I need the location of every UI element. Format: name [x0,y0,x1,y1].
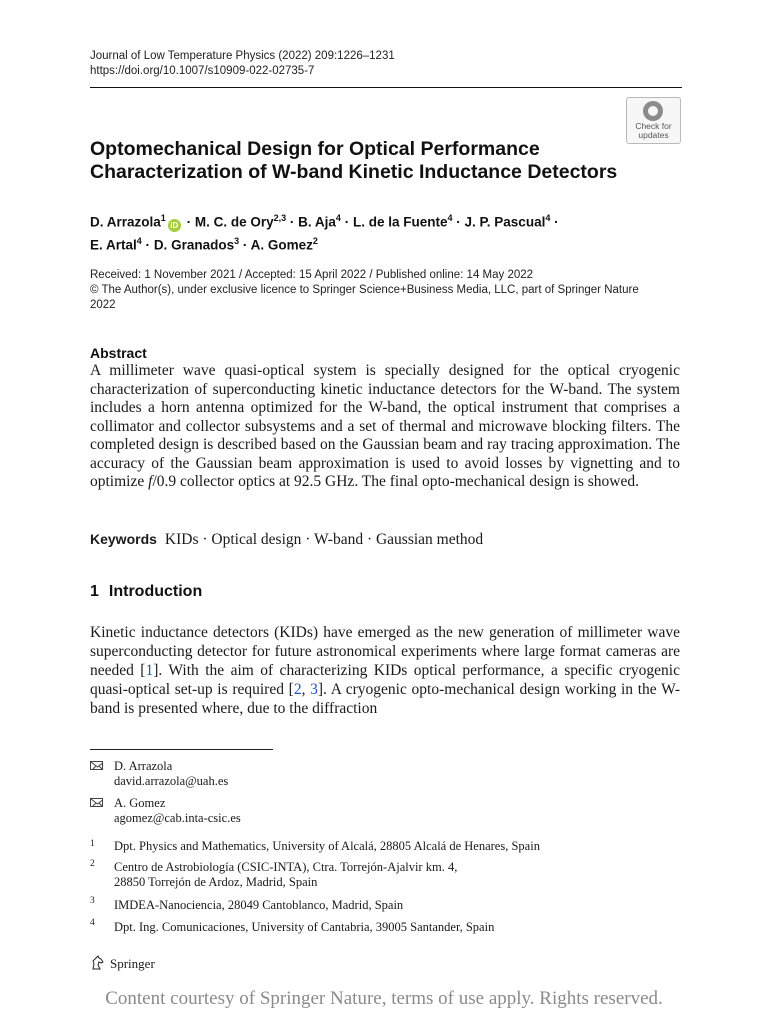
check-for-updates-badge[interactable] [626,97,681,144]
citation-link[interactable]: 3 [310,681,318,698]
author-affiliation: 4 [136,235,142,246]
author-separator: · [186,214,192,230]
citation-link[interactable]: 2 [293,681,302,698]
contact-email[interactable]: david.arrazola@uah.es [114,774,229,788]
journal-citation: Journal of Low Temperature Physics (2022) 209:1226–1231 [90,50,395,62]
orcid-icon[interactable]: iD [168,219,181,232]
affiliation-number: 3 [90,896,95,906]
affiliation-text: Centro de Astrobiología (CSIC-INTA), Ctra. Torrejón-Ajalvir km. 4, 28850 Torrejón de Ardoz, Madrid, Spain [114,860,458,889]
author-affiliation: 4 [335,213,341,223]
author-affiliation: 2 [312,235,318,246]
affiliation-text: Dpt. Ing. Comunicaciones, University of Cantabria, 39005 Santander, Spain [114,920,495,934]
author-list [90,209,690,254]
check-for-updates-icon [643,101,663,121]
publisher-name: Springer [110,956,155,971]
author-name[interactable]: J. P. Pascual [464,214,546,230]
section-heading [90,583,202,601]
author-name[interactable]: D. Granados [153,237,235,252]
affiliation-number: 2 [90,859,95,869]
author-separator: · [456,214,461,230]
keywords-label: Keywords [90,531,157,547]
author-separator: · [145,237,151,252]
affiliation-number: 1 [90,839,95,849]
copyright-year: 2022 [90,299,116,311]
publication-dates [90,268,690,313]
abstract-text: A millimeter wave quasi-optical system is specially designed for the optical cryogenic characterization of superconducting kinetic inductance detectors for the W-band. The system includes a horn antenna optimized for the W-band, the optical instrument that comprises a collimator and collector subsystems and a set of thermal and microwave blocking filters. The completed design is described based on the Gaussian beam and ray tracing approximation. The accuracy of the Gaussian beam approximation is used to avoid losses by vignetting and to optimize f/0.9 collector optics at 92.5 GHz. The final opto-mechanical design is showed. [90,362,680,490]
affiliation-text: Dpt. Physics and Mathematics, University of Alcalá, 28805 Alcalá de Henares, Spain [114,839,540,853]
author-separator: · [344,214,350,230]
author-name[interactable]: E. Artal [90,237,137,252]
dates-line1: Received: 1 November 2021 / Accepted: 15 April 2022 / Published online: 14 May 2022 [90,269,534,281]
author-affiliation: 4 [545,213,551,223]
springer-logo [90,955,155,973]
author-separator: · [242,237,248,252]
badge-line1: Check for [635,121,672,131]
intro-paragraph: Kinetic inductance detectors (KIDs) have emerged as the new generation of millimeter wave superconducting detector for future astronomical experiments where large format cameras are needed [1]. With the aim of characterizing KIDs optical performance, a specific cryogenic quasi-optical set-up is required [2, 3]. A cryogenic opto-mechanical design working in the W-band is presented where, due to the diffraction [90,624,681,717]
contact-name: A. Gomez [114,796,166,810]
title-line1: Optomechanical Design for Optical Performance [90,138,540,160]
author-separator: · [289,214,295,230]
contact-name: D. Arrazola [114,759,173,773]
footnote-rule [90,749,273,750]
section-number: 1 [90,583,99,600]
courtesy-notice: Content courtesy of Springer Nature, terms of use apply. Rights reserved. [105,988,663,1009]
doi-link[interactable]: https://doi.org/10.1007/s10909-022-02735-7 [90,65,315,77]
keywords-text: KIDs · Optical design · W-band · Gaussian method [164,531,484,548]
author-affiliation: 1 [160,213,166,223]
author-affiliation: 4 [447,213,453,223]
author-name[interactable]: B. Aja [298,214,336,230]
contact-email[interactable]: agomez@cab.inta-csic.es [114,811,241,825]
author-name[interactable]: D. Arrazola [90,214,161,230]
keywords [90,530,690,549]
springer-horse-icon [90,955,106,971]
abstract-heading: Abstract [90,345,147,361]
author-separator: · [554,214,559,230]
badge-line2: updates [638,130,669,140]
author-affiliation: 2,3 [273,213,287,223]
title-line2: Characterization of W-band Kinetic Inductance Detectors [90,161,618,183]
envelope-icon [90,761,103,770]
section-title: Introduction [108,583,203,600]
copyright-line: © The Author(s), under exclusive licence to Springer Science+Business Media, LLC, part of Springer Nature [90,284,639,296]
author-name[interactable]: L. de la Fuente [352,214,448,230]
header-rule [90,87,682,88]
citation-link[interactable]: 1 [145,662,154,679]
author-name[interactable]: A. Gomez [250,237,313,252]
journal-header [90,49,395,79]
author-name[interactable]: M. C. de Ory [194,214,274,230]
author-affiliation: 3 [234,235,240,246]
affiliation-text: IMDEA-Nanociencia, 28049 Cantoblanco, Madrid, Spain [114,898,404,912]
affiliation-number: 4 [90,918,95,928]
paper-title [90,138,650,184]
envelope-icon [90,798,103,807]
